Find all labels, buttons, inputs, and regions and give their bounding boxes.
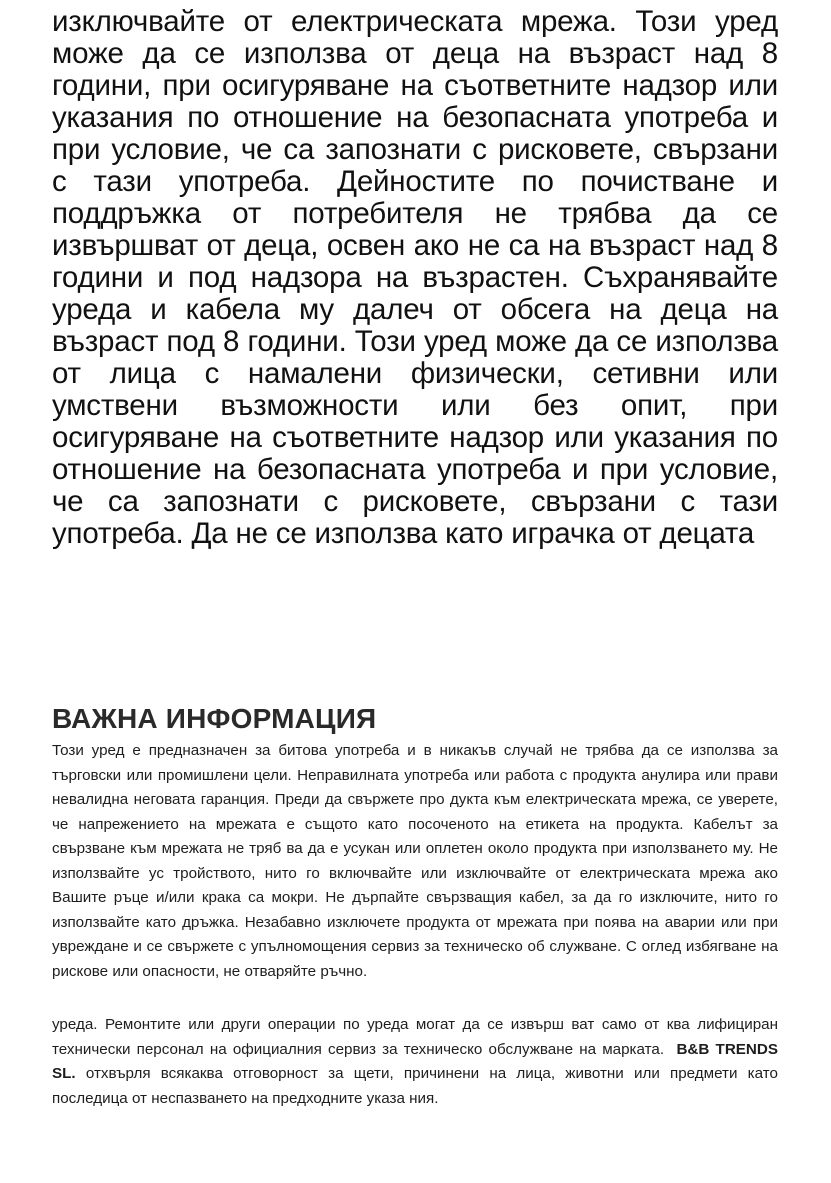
- paragraph-2-text-after-brand: отхвърля всякаква отговорност за щети, причинени на лица, животни или предмети като последица от неспазването на предходните указа ния.: [52, 1065, 778, 1107]
- important-info-paragraph-2: [52, 1013, 778, 1111]
- brand-name: B&B TRENDS SL.: [52, 1040, 778, 1082]
- paragraph-2-text-before-brand: уреда. Ремонтите или други операции по уреда могат да се извърш ват само от ква лифициран технически персонал на официалния сервиз за техническо обслужване на марката.: [52, 1016, 778, 1058]
- important-info-heading: ВАЖНА ИНФОРМАЦИЯ: [52, 703, 377, 734]
- important-info-paragraph-1: Този уред е предназначен за битова употреба и в никакъв случай не трябва да се използва за търговски или промишлени цели. Неправилната употреба или работа с продукта анулира или прави невалидна неговата гаранция. Преди да свържете про дукта към електрическата мрежа, се уверете, че напрежението на мрежата е същото като посоченото на етикета на продукта. Кабелът за свързване към мрежата не тряб ва да е усукан или оплетен около продукта при използването му. Не използвайте ус тройството, нито го включвайте или изключвайте от електрическата мрежа ако Вашите ръце и/или крака са мокри. Не дърпайте свързващия кабел, за да го изключите, нито го използвайте като дръжка. Незабавно изключете продукта от мрежата при поява на аварии или при увреждане и се свържете с упълномощения сервиз за техническо об служване. С оглед избягване на рискове или опасности, не отваряйте ръчно.: [52, 742, 778, 980]
- safety-intro-paragraph: изключвайте от електрическата мрежа. Този уред може да се използва от деца на възраст над 8 години, при осигуряване на съответните надзор или указания по отношение на безопасната употреба и при условие, че са запознати с рисковете, свързани с тази употреба. Дейностите по почистване и поддръжка от потребителя не трябва да се извършват от деца, освен ако не са на възраст над 8 години и под надзора на възрастен. Съхранявайте уреда и кабела му далеч от обсега на деца на възраст под 8 години. Този уред може да се използва от лица с намалени физически, сетивни или умствени възможности или без опит, при осигуряване на съответните надзор или указания по отношение на безопасната употреба и при условие, че са запознати с рисковете, свързани с тази употреба. Да не се използва като играчка от децата: [52, 5, 778, 550]
